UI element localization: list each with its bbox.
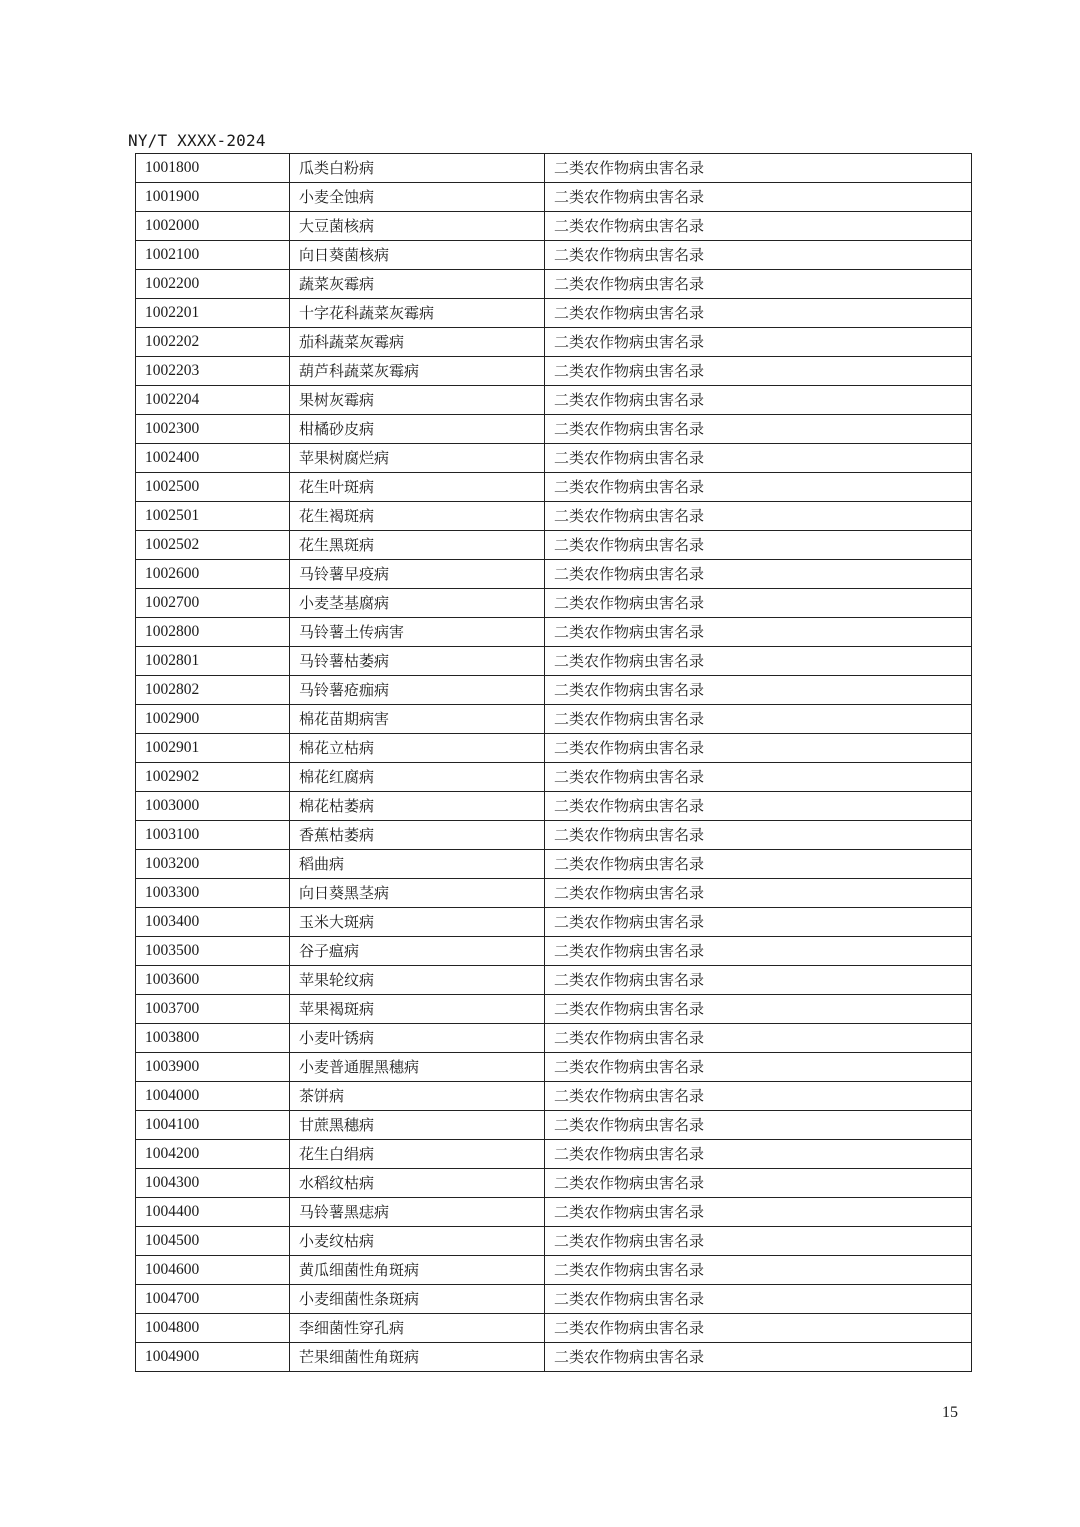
code-cell: 1002900	[136, 705, 290, 734]
pest-name-cell: 香蕉枯萎病	[290, 821, 545, 850]
pest-name-cell: 葫芦科蔬菜灰霉病	[290, 357, 545, 386]
pest-list-table	[135, 153, 972, 1372]
code-cell: 1003400	[136, 908, 290, 937]
table-row	[136, 850, 972, 879]
category-cell: 二类农作物病虫害名录	[545, 328, 972, 357]
category-cell: 二类农作物病虫害名录	[545, 560, 972, 589]
code-cell: 1004000	[136, 1082, 290, 1111]
table-row	[136, 908, 972, 937]
document-code: NY/T XXXX-2024	[128, 131, 266, 150]
code-cell: 1002400	[136, 444, 290, 473]
table-row	[136, 1227, 972, 1256]
pest-name-cell: 大豆菌核病	[290, 212, 545, 241]
code-cell: 1003700	[136, 995, 290, 1024]
table-row	[136, 415, 972, 444]
code-cell: 1002501	[136, 502, 290, 531]
category-cell: 二类农作物病虫害名录	[545, 1256, 972, 1285]
category-cell: 二类农作物病虫害名录	[545, 792, 972, 821]
code-cell: 1003500	[136, 937, 290, 966]
pest-name-cell: 小麦全蚀病	[290, 183, 545, 212]
category-cell: 二类农作物病虫害名录	[545, 1169, 972, 1198]
pest-name-cell: 马铃薯枯萎病	[290, 647, 545, 676]
category-cell: 二类农作物病虫害名录	[545, 183, 972, 212]
category-cell: 二类农作物病虫害名录	[545, 995, 972, 1024]
code-cell: 1002204	[136, 386, 290, 415]
pest-name-cell: 马铃薯土传病害	[290, 618, 545, 647]
table-row	[136, 531, 972, 560]
code-cell: 1002802	[136, 676, 290, 705]
table-row	[136, 1343, 972, 1372]
pest-name-cell: 果树灰霉病	[290, 386, 545, 415]
code-cell: 1004900	[136, 1343, 290, 1372]
category-cell: 二类农作物病虫害名录	[545, 531, 972, 560]
table-row	[136, 1111, 972, 1140]
pest-name-cell: 小麦叶锈病	[290, 1024, 545, 1053]
code-cell: 1002200	[136, 270, 290, 299]
pest-name-cell: 茶饼病	[290, 1082, 545, 1111]
category-cell: 二类农作物病虫害名录	[545, 299, 972, 328]
category-cell: 二类农作物病虫害名录	[545, 676, 972, 705]
table-row	[136, 1314, 972, 1343]
code-cell: 1002801	[136, 647, 290, 676]
category-cell: 二类农作物病虫害名录	[545, 270, 972, 299]
table-row	[136, 1198, 972, 1227]
table-row	[136, 212, 972, 241]
category-cell: 二类农作物病虫害名录	[545, 821, 972, 850]
category-cell: 二类农作物病虫害名录	[545, 1198, 972, 1227]
code-cell: 1002902	[136, 763, 290, 792]
pest-name-cell: 棉花枯萎病	[290, 792, 545, 821]
table-row	[136, 386, 972, 415]
code-cell: 1003600	[136, 966, 290, 995]
code-cell: 1004400	[136, 1198, 290, 1227]
pest-name-cell: 芒果细菌性角斑病	[290, 1343, 545, 1372]
table-row	[136, 444, 972, 473]
category-cell: 二类农作物病虫害名录	[545, 1111, 972, 1140]
category-cell: 二类农作物病虫害名录	[545, 386, 972, 415]
code-cell: 1002901	[136, 734, 290, 763]
pest-name-cell: 甘蔗黑穗病	[290, 1111, 545, 1140]
category-cell: 二类农作物病虫害名录	[545, 444, 972, 473]
code-cell: 1001800	[136, 154, 290, 183]
table-row	[136, 705, 972, 734]
category-cell: 二类农作物病虫害名录	[545, 1343, 972, 1372]
category-cell: 二类农作物病虫害名录	[545, 1140, 972, 1169]
table-row	[136, 328, 972, 357]
pest-name-cell: 稻曲病	[290, 850, 545, 879]
pest-name-cell: 小麦纹枯病	[290, 1227, 545, 1256]
table-row	[136, 995, 972, 1024]
code-cell: 1002300	[136, 415, 290, 444]
category-cell: 二类农作物病虫害名录	[545, 734, 972, 763]
pest-name-cell: 茄科蔬菜灰霉病	[290, 328, 545, 357]
category-cell: 二类农作物病虫害名录	[545, 1082, 972, 1111]
table-row	[136, 183, 972, 212]
pest-name-cell: 小麦茎基腐病	[290, 589, 545, 618]
pest-name-cell: 花生黑斑病	[290, 531, 545, 560]
pest-name-cell: 花生白绢病	[290, 1140, 545, 1169]
code-cell: 1002700	[136, 589, 290, 618]
table-row	[136, 763, 972, 792]
code-cell: 1004500	[136, 1227, 290, 1256]
table-row	[136, 966, 972, 995]
pest-name-cell: 棉花红腐病	[290, 763, 545, 792]
code-cell: 1002800	[136, 618, 290, 647]
category-cell: 二类农作物病虫害名录	[545, 763, 972, 792]
code-cell: 1004800	[136, 1314, 290, 1343]
pest-name-cell: 小麦普通腥黑穗病	[290, 1053, 545, 1082]
pest-name-cell: 马铃薯疮痂病	[290, 676, 545, 705]
code-cell: 1002600	[136, 560, 290, 589]
table-row	[136, 1053, 972, 1082]
pest-name-cell: 马铃薯黑痣病	[290, 1198, 545, 1227]
code-cell: 1002203	[136, 357, 290, 386]
code-cell: 1003000	[136, 792, 290, 821]
table-body	[136, 154, 972, 1372]
category-cell: 二类农作物病虫害名录	[545, 937, 972, 966]
code-cell: 1003800	[136, 1024, 290, 1053]
pest-name-cell: 苹果树腐烂病	[290, 444, 545, 473]
table-row	[136, 792, 972, 821]
table-row	[136, 357, 972, 386]
table-row	[136, 879, 972, 908]
pest-name-cell: 玉米大斑病	[290, 908, 545, 937]
table-row	[136, 676, 972, 705]
table-row	[136, 1256, 972, 1285]
pest-name-cell: 瓜类白粉病	[290, 154, 545, 183]
code-cell: 1003200	[136, 850, 290, 879]
category-cell: 二类农作物病虫害名录	[545, 357, 972, 386]
table-row	[136, 154, 972, 183]
category-cell: 二类农作物病虫害名录	[545, 1285, 972, 1314]
table-row	[136, 270, 972, 299]
table-row	[136, 1169, 972, 1198]
table-row	[136, 821, 972, 850]
table-row	[136, 299, 972, 328]
table-row	[136, 589, 972, 618]
category-cell: 二类农作物病虫害名录	[545, 908, 972, 937]
category-cell: 二类农作物病虫害名录	[545, 1314, 972, 1343]
code-cell: 1004100	[136, 1111, 290, 1140]
category-cell: 二类农作物病虫害名录	[545, 154, 972, 183]
pest-name-cell: 棉花立枯病	[290, 734, 545, 763]
category-cell: 二类农作物病虫害名录	[545, 966, 972, 995]
code-cell: 1004300	[136, 1169, 290, 1198]
table-row	[136, 1140, 972, 1169]
table-row	[136, 1285, 972, 1314]
code-cell: 1004700	[136, 1285, 290, 1314]
category-cell: 二类农作物病虫害名录	[545, 647, 972, 676]
code-cell: 1003900	[136, 1053, 290, 1082]
pest-name-cell: 柑橘砂皮病	[290, 415, 545, 444]
category-cell: 二类农作物病虫害名录	[545, 1053, 972, 1082]
category-cell: 二类农作物病虫害名录	[545, 705, 972, 734]
code-cell: 1002500	[136, 473, 290, 502]
category-cell: 二类农作物病虫害名录	[545, 589, 972, 618]
pest-name-cell: 马铃薯早疫病	[290, 560, 545, 589]
table-row	[136, 1082, 972, 1111]
table-row	[136, 937, 972, 966]
table-row	[136, 618, 972, 647]
pest-name-cell: 李细菌性穿孔病	[290, 1314, 545, 1343]
code-cell: 1002000	[136, 212, 290, 241]
page-number: 15	[942, 1404, 958, 1421]
pest-name-cell: 向日葵菌核病	[290, 241, 545, 270]
pest-name-cell: 小麦细菌性条斑病	[290, 1285, 545, 1314]
category-cell: 二类农作物病虫害名录	[545, 1227, 972, 1256]
table-row	[136, 560, 972, 589]
table-row	[136, 241, 972, 270]
code-cell: 1001900	[136, 183, 290, 212]
code-cell: 1003100	[136, 821, 290, 850]
pest-name-cell: 向日葵黑茎病	[290, 879, 545, 908]
pest-name-cell: 谷子瘟病	[290, 937, 545, 966]
pest-name-cell: 苹果褐斑病	[290, 995, 545, 1024]
pest-name-cell: 花生褐斑病	[290, 502, 545, 531]
category-cell: 二类农作物病虫害名录	[545, 1024, 972, 1053]
table-row	[136, 647, 972, 676]
category-cell: 二类农作物病虫害名录	[545, 241, 972, 270]
code-cell: 1004600	[136, 1256, 290, 1285]
pest-name-cell: 花生叶斑病	[290, 473, 545, 502]
category-cell: 二类农作物病虫害名录	[545, 415, 972, 444]
code-cell: 1002100	[136, 241, 290, 270]
category-cell: 二类农作物病虫害名录	[545, 879, 972, 908]
code-cell: 1002201	[136, 299, 290, 328]
category-cell: 二类农作物病虫害名录	[545, 502, 972, 531]
table-row	[136, 502, 972, 531]
table-row	[136, 473, 972, 502]
code-cell: 1003300	[136, 879, 290, 908]
pest-name-cell: 棉花苗期病害	[290, 705, 545, 734]
category-cell: 二类农作物病虫害名录	[545, 850, 972, 879]
pest-name-cell: 水稻纹枯病	[290, 1169, 545, 1198]
category-cell: 二类农作物病虫害名录	[545, 473, 972, 502]
code-cell: 1002202	[136, 328, 290, 357]
category-cell: 二类农作物病虫害名录	[545, 618, 972, 647]
table-row	[136, 1024, 972, 1053]
pest-name-cell: 蔬菜灰霉病	[290, 270, 545, 299]
pest-name-cell: 黄瓜细菌性角斑病	[290, 1256, 545, 1285]
code-cell: 1002502	[136, 531, 290, 560]
code-cell: 1004200	[136, 1140, 290, 1169]
pest-name-cell: 苹果轮纹病	[290, 966, 545, 995]
pest-name-cell: 十字花科蔬菜灰霉病	[290, 299, 545, 328]
category-cell: 二类农作物病虫害名录	[545, 212, 972, 241]
table-row	[136, 734, 972, 763]
